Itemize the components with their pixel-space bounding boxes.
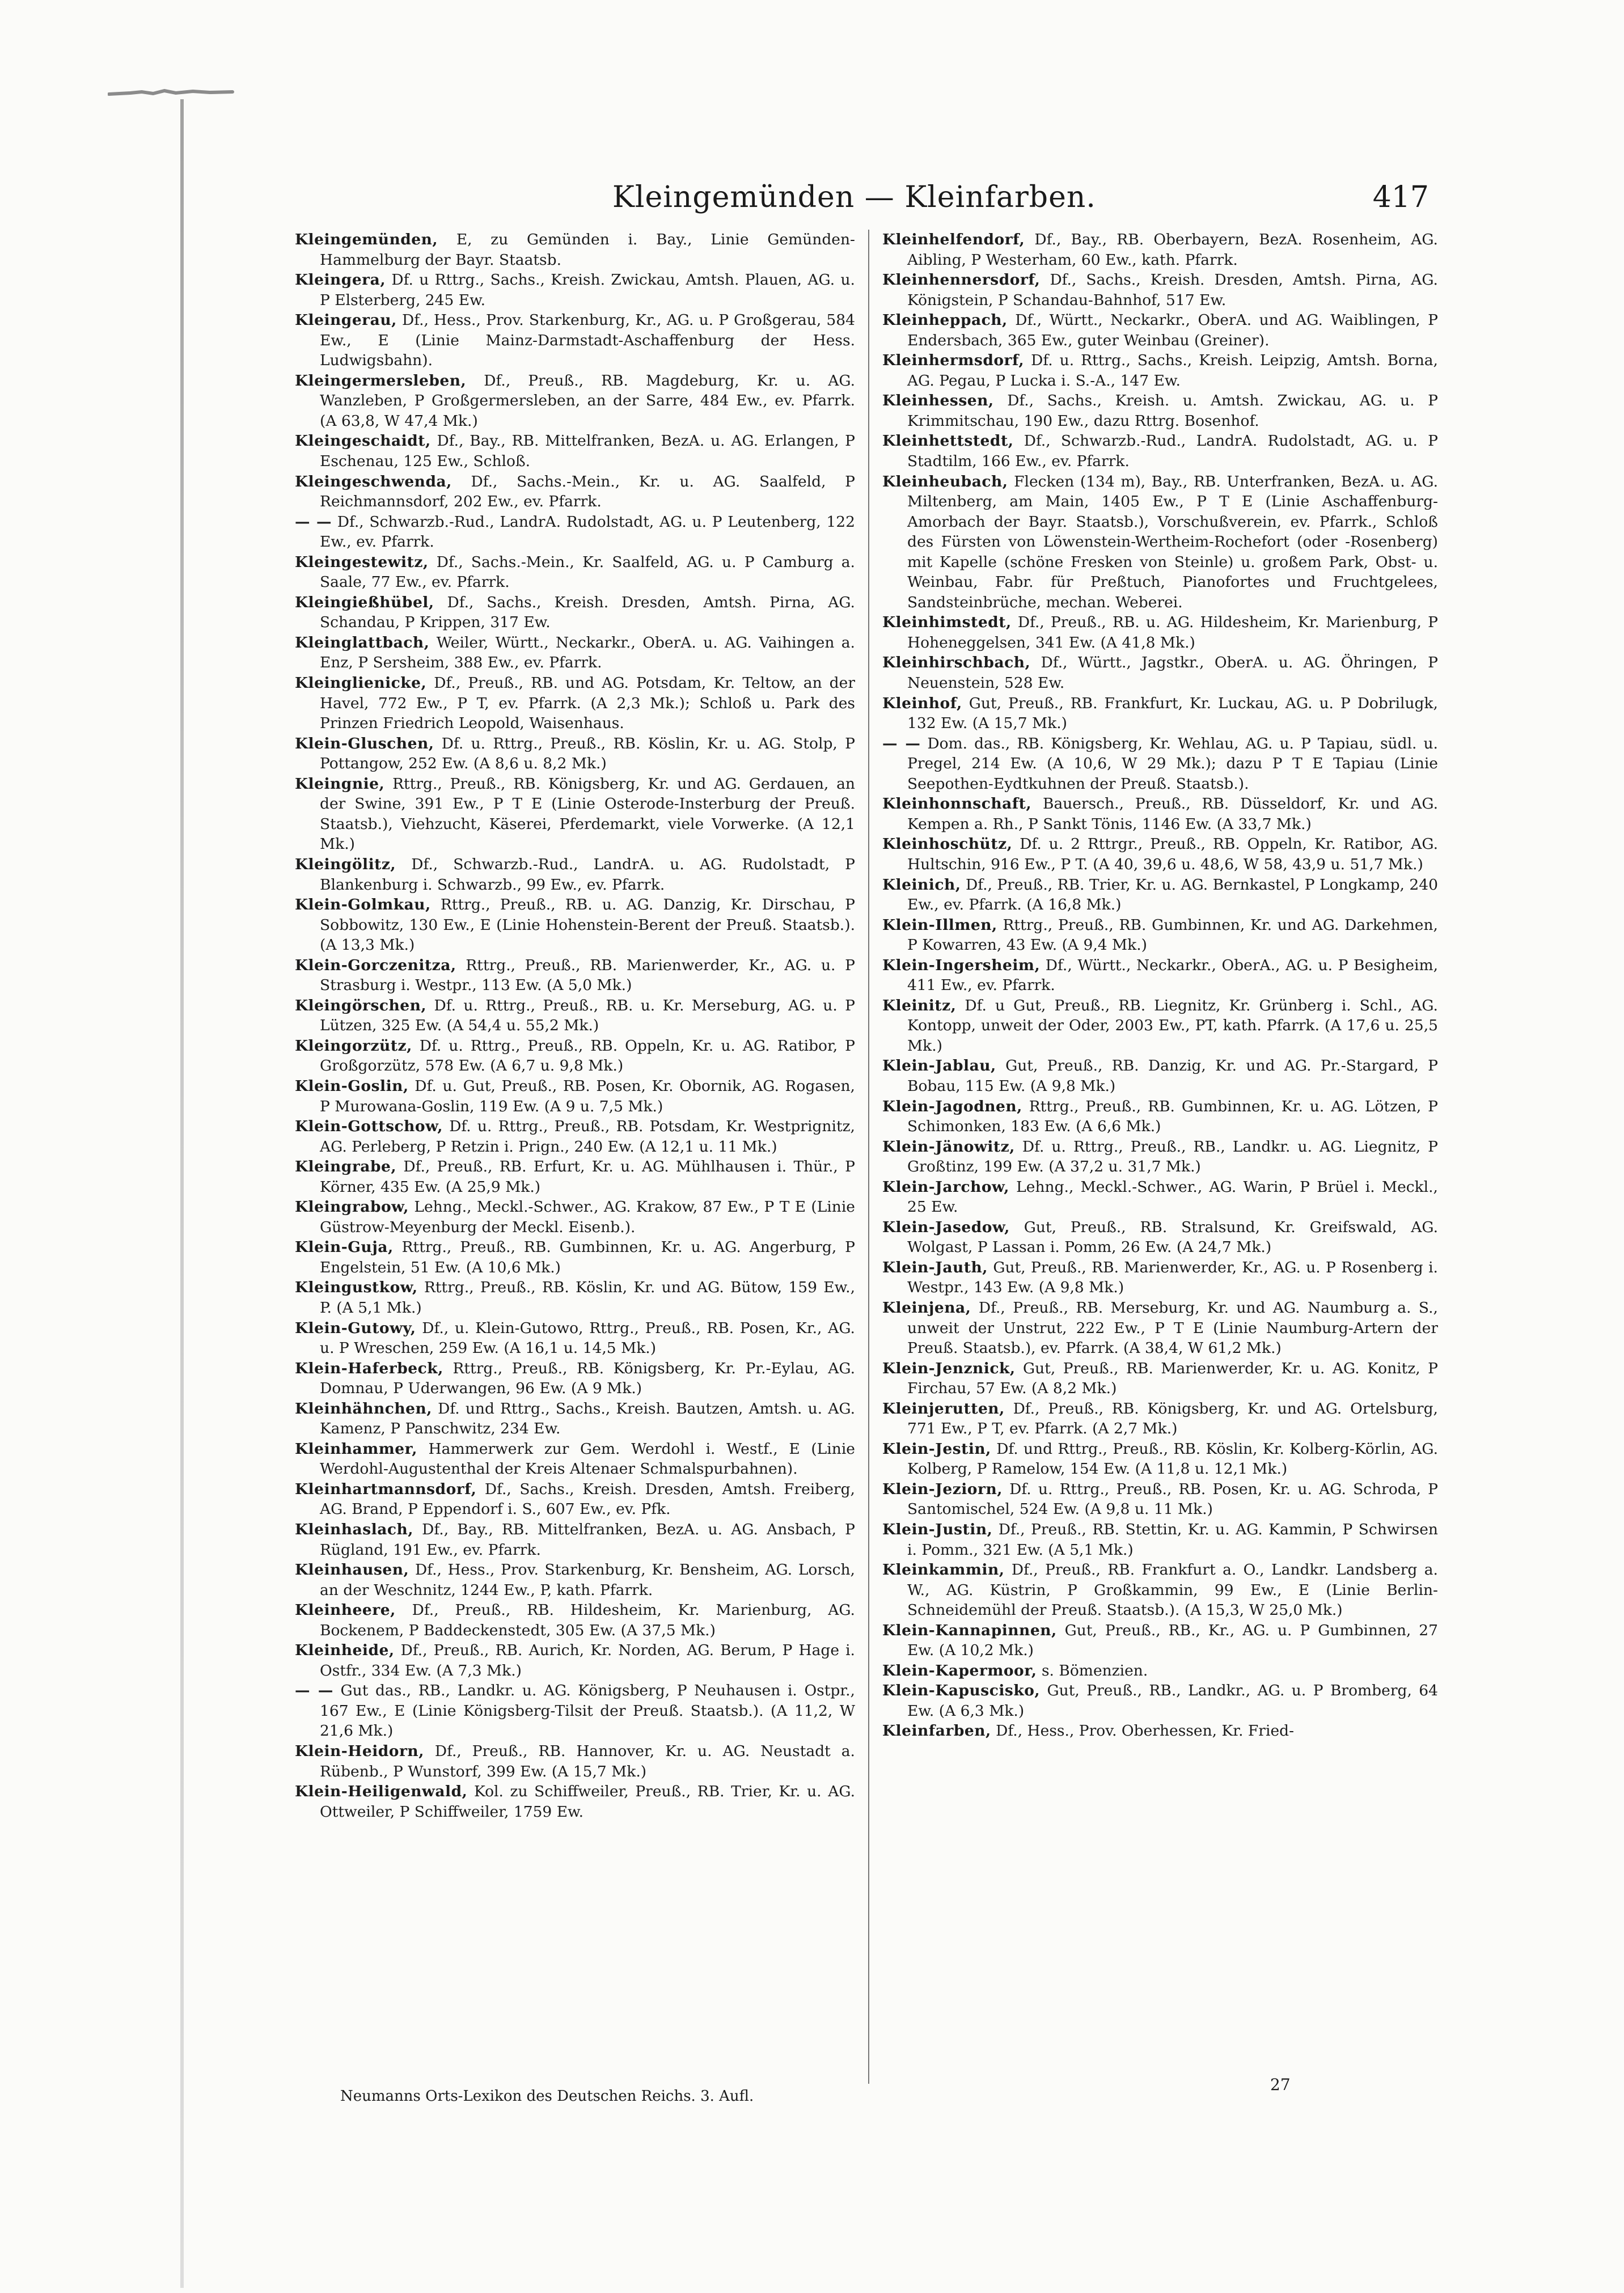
lexicon-entry <box>882 472 1438 613</box>
entry-text: Df., Bay., RB. Mittelfranken, BezA. u. AG. Ansbach, P Rügland, 191 Ew., ev. Pfarrk. <box>320 1521 855 1559</box>
entry-headword: Kleinhessen, <box>882 392 994 410</box>
entry-text: Df., Preuß., RB. Merseburg, Kr. und AG. Naumburg a. S., unweit der Unstrut, 222 Ew., P T E (Linie Naumburg-Artern der Preuß. Staatsb.), ev. Pfarrk. (A 38,4, W 61,2 Mk.) <box>907 1298 1438 1357</box>
entry-text: Df., u. Klein-Gutowo, Rttrg., Preuß., RB. Posen, Kr., AG. u. P Wreschen, 259 Ew. (A 16,1 u. 14,5 Mk.) <box>320 1319 855 1357</box>
entry-headword: — — <box>295 1682 333 1700</box>
entry-text: Df., Preuß., RB. und AG. Potsdam, Kr. Teltow, an der Havel, 772 Ew., P T, ev. Pfarrk. (A 2,3 Mk.); Schloß u. Park des Prinzen Friedrich Leopold, Waisenhaus. <box>320 674 855 733</box>
lexicon-entry <box>295 310 855 371</box>
entry-headword: Kleingeschaidt, <box>295 432 431 450</box>
entry-headword: Klein-Jauth, <box>882 1258 988 1276</box>
entry-text: Df., Preuß., RB. Magdeburg, Kr. u. AG. Wanzleben, P Großgermersleben, an der Sarre, 484 Ew., ev. Pfarrk. (A 63,8, W 47,4 Mk.) <box>320 371 855 430</box>
entry-headword: Kleinhammer, <box>295 1440 417 1458</box>
lexicon-entry <box>295 774 855 854</box>
lexicon-entry <box>295 472 855 512</box>
left-column <box>295 230 855 2083</box>
entry-text: Df., Preuß., RB. Erfurt, Kr. u. AG. Mühlhausen i. Thür., P Körner, 435 Ew. (A 25,9 Mk.) <box>320 1158 855 1196</box>
entry-headword: Kleinheppach, <box>882 311 1008 329</box>
right-column <box>882 230 1438 2089</box>
entry-headword: Klein-Gluschen, <box>295 734 434 752</box>
entry-headword: Kleinfarben, <box>882 1722 991 1740</box>
lexicon-entry <box>882 1661 1438 1681</box>
lexicon-entry <box>882 1298 1438 1359</box>
lexicon-entry <box>882 431 1438 471</box>
entry-headword: Kleinhennersdorf, <box>882 271 1041 289</box>
lexicon-entry <box>882 1056 1438 1096</box>
lexicon-entry <box>882 1479 1438 1520</box>
signature-mark: 27 <box>1270 2075 1291 2094</box>
entry-text: Df. u Gut, Preuß., RB. Liegnitz, Kr. Grünberg i. Schl., AG. Kontopp, unweit der Oder, 2003 Ew., PT, kath. Pfarrk. (A 17,6 u. 25,5 Mk.) <box>907 996 1438 1055</box>
entry-text: Df. u. Rttrg., Preuß., RB. Köslin, Kr. u. AG. Stolp, P Pottangow, 252 Ew. (A 8,6 u. 8,2 Mk.) <box>320 734 855 773</box>
lexicon-entry <box>295 854 855 895</box>
entry-headword: Kleinhimstedt, <box>882 614 1012 632</box>
lexicon-entry <box>882 1359 1438 1399</box>
lexicon-entry <box>295 1741 855 1782</box>
entry-headword: Klein-Illmen, <box>882 916 997 934</box>
column-divider <box>868 230 869 2084</box>
entry-text: Df., Preuß., RB. Hildesheim, Kr. Marienburg, AG. Bockenem, P Baddeckenstedt, 305 Ew. (A 37,5 Mk.) <box>320 1601 855 1639</box>
entry-text: Df. u. Rttrg., Preuß., RB. Potsdam, Kr. Westprignitz, AG. Perleberg, P Retzin i. Prign., 240 Ew. (A 12,1 u. 11 Mk.) <box>320 1118 855 1156</box>
lexicon-entry <box>295 1600 855 1640</box>
lexicon-entry <box>882 915 1438 955</box>
entry-text: Df., Preuß., RB. Trier, Kr. u. AG. Bernkastel, P Longkamp, 240 Ew., ev. Pfarrk. (A 16,8 Mk.) <box>907 875 1438 914</box>
lexicon-entry <box>295 1782 855 1822</box>
entry-text: Df., Württ., Neckarkr., OberA., AG. u. P Besigheim, 411 Ew., ev. Pfarrk. <box>907 956 1438 995</box>
lexicon-entry <box>882 693 1438 734</box>
entry-headword: Kleinjerutten, <box>882 1399 1005 1418</box>
lexicon-entry <box>882 1681 1438 1721</box>
lexicon-entry <box>295 431 855 471</box>
entry-headword: Kleingera, <box>295 271 386 289</box>
entry-headword: Kleinhermsdorf, <box>882 352 1025 370</box>
entry-headword: Kleinhelfendorf, <box>882 231 1025 248</box>
entry-text: Gut, Preuß., RB. Frankfurt, Kr. Luckau, AG. u. P Dobrilugk, 132 Ew. (A 15,7 Mk.) <box>907 694 1438 733</box>
lexicon-entry <box>295 1439 855 1479</box>
lexicon-entry <box>882 310 1438 350</box>
entry-headword: Kleinich, <box>882 875 961 894</box>
entry-headword: Kleingießhübel, <box>295 593 434 611</box>
entry-text: Df. u. 2 Rttrgr., Preuß., RB. Oppeln, Kr. Ratibor, AG. Hultschin, 916 Ew., P T. (A 40, 39,6 u. 48,6, W 58, 43,9 u. 51,7 Mk.) <box>907 835 1438 873</box>
entry-text: Df., Preuß., RB. Königsberg, Kr. und AG. Ortelsburg, 771 Ew., P T, ev. Pfarrk. (A 2,7 Mk.) <box>907 1399 1438 1438</box>
entry-text: Rttrg., Preuß., RB. Gumbinnen, Kr. u. AG. Angerburg, P Engelstein, 51 Ew. (A 10,6 Mk.) <box>320 1238 855 1276</box>
entry-headword: Klein-Jestin, <box>882 1440 991 1458</box>
entry-text: Rttrg., Preuß., RB. u. AG. Danzig, Kr. Dirschau, P Sobbowitz, 130 Ew., E (Linie Hohenstein-Berent der Preuß. Staatsb.). (A 13,3 Mk.) <box>320 896 855 954</box>
lexicon-entry <box>295 512 855 552</box>
entry-headword: Kleinheere, <box>295 1601 396 1619</box>
entry-text: Gut, Preuß., RB., Landkr., AG. u. P Bromberg, 64 Ew. (A 6,3 Mk.) <box>907 1682 1438 1720</box>
entry-headword: Kleingeschwenda, <box>295 472 452 490</box>
lexicon-entry <box>295 1157 855 1197</box>
entry-text: E, zu Gemünden i. Bay., Linie Gemünden-Hammelburg der Bayr. Staatsb. <box>320 231 855 269</box>
entry-headword: Klein-Golmkau, <box>295 896 431 914</box>
entry-headword: Kleingemünden, <box>295 231 438 248</box>
lexicon-entry <box>882 1399 1438 1439</box>
imprint-line: Neumanns Orts-Lexikon des Deutschen Reichs. 3. Aufl. <box>340 2088 754 2105</box>
entry-headword: Klein-Kannapinnen, <box>882 1621 1057 1639</box>
lexicon-entry <box>295 1560 855 1600</box>
entry-text: Df., Sachs., Kreish. Dresden, Amtsh. Pirna, AG. Schandau, P Krippen, 317 Ew. <box>320 593 855 632</box>
lexicon-entry <box>882 653 1438 693</box>
lexicon-entry <box>295 371 855 431</box>
entry-headword: Kleingrabe, <box>295 1158 397 1176</box>
entry-text: Gut, Preuß., RB. Danzig, Kr. und AG. Pr.-Stargard, P Bobau, 115 Ew. (A 9,8 Mk.) <box>907 1057 1438 1095</box>
lexicon-entry <box>882 270 1438 310</box>
entry-headword: Kleingorzütz, <box>295 1036 412 1055</box>
entry-text: Lehng., Meckl.-Schwer., AG. Krakow, 87 Ew., P T E (Linie Güstrow-Meyenburg der Meckl. Eisenb.). <box>320 1198 855 1236</box>
entry-headword: Klein-Justin, <box>882 1521 993 1538</box>
entry-headword: Klein-Gutowy, <box>295 1319 416 1337</box>
entry-text: Gut das., RB., Landkr. u. AG. Königsberg, P Neuhausen i. Ostpr., 167 Ew., E (Linie Königsberg-Tilsit der Preuß. Staatsb.). (A 11,2, W 21,6 Mk.) <box>320 1682 855 1740</box>
entry-text: Df., Sachs., Kreish. Dresden, Amtsh. Freiberg, AG. Brand, P Eppendorf i. S., 607 Ew., ev. Pfk. <box>320 1480 855 1518</box>
entry-text: Rttrg., Preuß., RB. Köslin, Kr. und AG. Bütow, 159 Ew., P. (A 5,1 Mk.) <box>320 1279 855 1317</box>
lexicon-entry <box>295 996 855 1036</box>
entry-headword: Kleingestewitz, <box>295 553 429 571</box>
lexicon-entry <box>295 1036 855 1076</box>
entry-text: Rttrg., Preuß., RB. Königsberg, Kr. und AG. Gerdauen, an der Swine, 391 Ew., P T E (Linie Osterode-Insterburg der Preuß. Staatsb.), Viehzucht, Käserei, Pferdemarkt, viele Vorwerke. (A 12,1 Mk.) <box>320 775 855 853</box>
entry-text: Df., Württ., Neckarkr., OberA. und AG. Waiblingen, P Endersbach, 365 Ew., guter Weinbau (Greiner). <box>907 311 1438 349</box>
entry-headword: Kleingustkow, <box>295 1279 418 1297</box>
lexicon-entry <box>882 1137 1438 1177</box>
lexicon-entry <box>295 1681 855 1741</box>
lexicon-entry <box>882 350 1438 391</box>
entry-text: Gut, Preuß., RB. Marienwerder, Kr. u. AG. Konitz, P Firchau, 57 Ew. (A 8,2 Mk.) <box>907 1359 1438 1398</box>
entry-headword: Klein-Jagodnen, <box>882 1097 1022 1115</box>
lexicon-entry <box>882 1258 1438 1298</box>
entry-headword: Klein-Jarchow, <box>882 1178 1009 1196</box>
entry-text: Bauersch., Preuß., RB. Düsseldorf, Kr. und AG. Kempen a. Rh., P Sankt Tönis, 1146 Ew. (A 33,7 Mk.) <box>907 795 1438 833</box>
entry-text: Df. u. Gut, Preuß., RB. Posen, Kr. Obornik, AG. Rogasen, P Murowana-Goslin, 119 Ew. (A 9 u. 7,5 Mk.) <box>320 1077 855 1115</box>
entry-text: Df., Hess., Prov. Oberhessen, Kr. Fried- <box>996 1722 1295 1740</box>
margin-fold-line <box>180 99 184 2288</box>
entry-headword: Kleinhirschbach, <box>882 654 1031 672</box>
entry-headword: Kleinjena, <box>882 1298 971 1317</box>
entry-text: Gut, Preuß., RB. Stralsund, Kr. Greifswald, AG. Wolgast, P Lassan i. Pomm, 26 Ew. (A 24,7 Mk.) <box>907 1218 1438 1257</box>
entry-text: Hammerwerk zur Gem. Werdohl i. Westf., E (Linie Werdohl-Augustenthal der Kreis Altenaer Schmalspurbahnen). <box>320 1440 855 1478</box>
entry-headword: — — <box>882 734 921 752</box>
entry-headword: Kleingrabow, <box>295 1198 409 1216</box>
entry-text: Rttrg., Preuß., RB. Marienwerder, Kr., AG. u. P Strasburg i. Westpr., 113 Ew. (A 5,0 Mk.) <box>320 956 855 995</box>
lexicon-entry <box>295 895 855 955</box>
entry-text: Weiler, Württ., Neckarkr., OberA. u. AG. Vaihingen a. Enz, P Sersheim, 388 Ew., ev. Pfarrk. <box>320 633 855 672</box>
lexicon-entry <box>295 1116 855 1157</box>
entry-headword: Kleinhof, <box>882 694 962 712</box>
lexicon-entry <box>295 1640 855 1681</box>
page-number: 417 <box>1372 180 1429 214</box>
entry-text: Df., Bay., RB. Mittelfranken, BezA. u. AG. Erlangen, P Eschenau, 125 Ew., Schloß. <box>320 432 855 471</box>
entry-headword: Kleinglienicke, <box>295 674 427 692</box>
entry-text: Df., Schwarzb.-Rud., LandrA. Rudolstadt, AG. u. P Stadtilm, 166 Ew., ev. Pfarrk. <box>907 432 1438 471</box>
entry-headword: — — <box>295 513 332 531</box>
lexicon-entry <box>882 955 1438 996</box>
entry-headword: Klein-Haferbeck, <box>295 1359 443 1377</box>
entry-headword: Klein-Jenznick, <box>882 1359 1016 1377</box>
entry-text: Df. u. Rttrg., Preuß., RB. Posen, Kr. u. AG. Schroda, P Santomischel, 524 Ew. (A 9,8 u. 11 Mk.) <box>907 1480 1438 1518</box>
entry-text: Df., Preuß., RB. u. AG. Hildesheim, Kr. Marienburg, P Hoheneggelsen, 341 Ew. (A 41,8 Mk.) <box>907 614 1438 651</box>
entry-headword: Kleinheide, <box>295 1642 395 1660</box>
entry-headword: Kleinitz, <box>882 996 957 1014</box>
entry-headword: Klein-Gorczenitza, <box>295 956 456 974</box>
lexicon-entry <box>882 1520 1438 1560</box>
lexicon-entry <box>882 1621 1438 1661</box>
entry-text: Rttrg., Preuß., RB. Gumbinnen, Kr. und AG. Darkehmen, P Kowarren, 43 Ew. (A 9,4 Mk.) <box>907 916 1438 954</box>
entry-text: Df. u. Rttrg., Sachs., Kreish. Leipzig, Amtsh. Borna, AG. Pegau, P Lucka i. S.-A., 147 Ew. <box>907 352 1438 390</box>
lexicon-entry <box>882 391 1438 431</box>
entry-text: Df., Schwarzb.-Rud., LandrA. u. AG. Rudolstadt, P Blankenburg i. Schwarzb., 99 Ew., ev. Pfarrk. <box>320 855 855 894</box>
entry-text: Flecken (134 m), Bay., RB. Unterfranken, BezA. u. AG. Miltenberg, am Main, 1405 Ew., P T E (Linie Aschaffenburg-Amorbach der Bayr. Staatsb.), Vorschußverein, ev. Pfarrk., Schloß des Fürsten von Löwenstein-Wertheim-Rochefort (oder -Rosenberg) mit Kapelle (schöne Fresken von Steinle) u. großem Park, Obst- u. Weinbau, Fabr. für Preßtuch, Pianofortes und Fruchtgelees, Sandsteinbrüche, mechan. Weberei. <box>907 472 1438 611</box>
entry-text: Df., Sachs., Kreish. Dresden, Amtsh. Pirna, AG. Königstein, P Schandau-Bahnhof, 517 Ew. <box>907 271 1438 309</box>
entry-headword: Klein-Heiligenwald, <box>295 1783 468 1801</box>
entry-headword: Kleinhähnchen, <box>295 1399 433 1418</box>
entry-text: Df. und Rttrg., Sachs., Kreish. Bautzen, Amtsh. u. AG. Kamenz, P Panschwitz, 234 Ew. <box>320 1399 855 1438</box>
entry-headword: Klein-Jablau, <box>882 1057 996 1075</box>
entry-text: Df., Sachs.-Mein., Kr. u. AG. Saalfeld, P Reichmannsdorf, 202 Ew., ev. Pfarrk. <box>320 472 855 511</box>
entry-headword: Klein-Jeziorn, <box>882 1480 1003 1498</box>
lexicon-entry <box>882 1721 1438 1741</box>
lexicon-entry <box>295 270 855 310</box>
entry-text: Df., Preuß., RB. Aurich, Kr. Norden, AG. Berum, P Hage i. Ostfr., 334 Ew. (A 7,3 Mk.) <box>320 1642 855 1679</box>
lexicon-entry <box>882 875 1438 915</box>
lexicon-entry <box>295 955 855 996</box>
entry-text: s. Bömenzien. <box>1041 1661 1148 1679</box>
entry-headword: Klein-Kapuscisko, <box>882 1682 1041 1700</box>
lexicon-entry <box>295 1197 855 1237</box>
entry-text: Kol. zu Schiffweiler, Preuß., RB. Trier, Kr. u. AG. Ottweiler, P Schiffweiler, 1759 Ew. <box>320 1783 855 1821</box>
entry-text: Df., Sachs.-Mein., Kr. Saalfeld, AG. u. P Camburg a. Saale, 77 Ew., ev. Pfarrk. <box>320 553 855 591</box>
lexicon-entry <box>295 552 855 593</box>
lexicon-entry <box>882 230 1438 270</box>
entry-headword: Kleinglattbach, <box>295 633 430 651</box>
lexicon-entry <box>295 1076 855 1116</box>
entry-text: Df., Schwarzb.-Rud., LandrA. Rudolstadt, AG. u. P Leutenberg, 122 Ew., ev. Pfarrk. <box>320 513 855 551</box>
entry-headword: Kleingölitz, <box>295 855 396 873</box>
entry-text: Df., Preuß., RB. Stettin, Kr. u. AG. Kammin, P Schwirsen i. Pomm., 321 Ew. (A 5,1 Mk.) <box>907 1521 1438 1559</box>
entry-headword: Kleinhettstedt, <box>882 432 1014 450</box>
entry-text: Df. u Rttrg., Sachs., Kreish. Zwickau, Amtsh. Plauen, AG. u. P Elsterberg, 245 Ew. <box>320 271 855 309</box>
lexicon-entry <box>295 593 855 633</box>
lexicon-entry <box>295 1359 855 1399</box>
lexicon-entry <box>295 1237 855 1277</box>
lexicon-entry <box>882 1439 1438 1479</box>
lexicon-entry <box>882 734 1438 794</box>
entry-headword: Kleinhonnschaft, <box>882 795 1032 813</box>
entry-headword: Kleinhoschütz, <box>882 835 1013 853</box>
entry-text: Rttrg., Preuß., RB. Königsberg, Kr. Pr.-Eylau, AG. Domnau, P Uderwangen, 96 Ew. (A 9 Mk.) <box>320 1359 855 1398</box>
entry-headword: Klein-Kapermoor, <box>882 1661 1037 1679</box>
entry-text: Rttrg., Preuß., RB. Gumbinnen, Kr. u. AG. Lötzen, P Schimonken, 183 Ew. (A 6,6 Mk.) <box>907 1097 1438 1136</box>
entry-text: Gut, Preuß., RB. Marienwerder, Kr., AG. u. P Rosenberg i. Westpr., 143 Ew. (A 9,8 Mk.) <box>907 1258 1438 1297</box>
entry-headword: Kleingerau, <box>295 311 397 329</box>
entry-headword: Kleingnie, <box>295 775 385 793</box>
lexicon-entry <box>882 1097 1438 1137</box>
lexicon-entry <box>882 996 1438 1056</box>
entry-text: Gut, Preuß., RB., Kr., AG. u. P Gumbinnen, 27 Ew. (A 10,2 Mk.) <box>907 1621 1438 1660</box>
entry-text: Lehng., Meckl.-Schwer., AG. Warin, P Brüel i. Meckl., 25 Ew. <box>907 1178 1438 1216</box>
entry-text: Df. u. Rttrg., Preuß., RB. u. Kr. Merseburg, AG. u. P Lützen, 325 Ew. (A 54,4 u. 55,2 Mk.) <box>320 996 855 1035</box>
entry-headword: Kleingörschen, <box>295 996 427 1014</box>
lexicon-entry <box>882 612 1438 653</box>
entry-headword: Klein-Heidorn, <box>295 1742 424 1761</box>
entry-headword: Klein-Jasedow, <box>882 1218 1010 1236</box>
page-title: Kleingemünden — Kleinfarben. <box>612 180 1096 214</box>
lexicon-entry <box>882 1217 1438 1258</box>
entry-headword: Kleingermersleben, <box>295 371 467 390</box>
entry-headword: Klein-Ingersheim, <box>882 956 1041 974</box>
entry-text: Df. u. Rttrg., Preuß., RB., Landkr. u. AG. Liegnitz, P Großtinz, 199 Ew. (A 37,2 u. 31,7 Mk.) <box>907 1137 1438 1176</box>
entry-headword: Klein-Goslin, <box>295 1077 409 1095</box>
entry-headword: Kleinhausen, <box>295 1561 409 1579</box>
entry-headword: Klein-Guja, <box>295 1238 394 1257</box>
lexicon-entry <box>882 794 1438 834</box>
entry-headword: Kleinhaslach, <box>295 1521 414 1538</box>
entry-text: Df. und Rttrg., Preuß., RB. Köslin, Kr. Kolberg-Körlin, AG. Kolberg, P Ramelow, 154 Ew. (A 11,8 u. 12,1 Mk.) <box>907 1440 1438 1478</box>
entry-headword: Kleinkammin, <box>882 1561 1005 1579</box>
entry-text: Df., Preuß., RB. Hannover, Kr. u. AG. Neustadt a. Rübenb., P Wunstorf, 399 Ew. (A 15,7 Mk.) <box>320 1742 855 1780</box>
entry-text: Df., Hess., Prov. Starkenburg, Kr. Bensheim, AG. Lorsch, an der Weschnitz, 1244 Ew., P, kath. Pfarrk. <box>320 1561 855 1599</box>
entry-text: Df., Württ., Jagstkr., OberA. u. AG. Öhringen, P Neuenstein, 528 Ew. <box>907 654 1438 692</box>
entry-text: Df., Preuß., RB. Frankfurt a. O., Landkr. Landsberg a. W., AG. Küstrin, P Großkammin, 99 Ew., E (Linie Berlin-Schneidemühl der Preuß. Staatsb.). (A 15,3, W 25,0 Mk.) <box>907 1561 1438 1619</box>
entry-text: Dom. das., RB. Königsberg, Kr. Wehlau, AG. u. P Tapiau, südl. u. Pregel, 214 Ew. (A 10,6, W 29 Mk.); dazu P T E Tapiau (Linie Seepothen-Eydtkuhnen der Preuß. Staatsb.). <box>907 734 1438 793</box>
lexicon-entry <box>295 1399 855 1439</box>
entry-text: Df., Hess., Prov. Starkenburg, Kr., AG. u. P Großgerau, 584 Ew., E (Linie Mainz-Darmstadt-Aschaffenburg der Hess. Ludwigsbahn). <box>320 311 855 370</box>
entry-headword: Klein-Jänowitz, <box>882 1137 1015 1156</box>
margin-scratch-mark <box>108 85 244 102</box>
entry-text: Df., Sachs., Kreish. u. Amtsh. Zwickau, AG. u. P Krimmitschau, 190 Ew., dazu Rttrg. Bosenhof. <box>907 392 1438 430</box>
lexicon-entry <box>295 1479 855 1520</box>
entry-text: Df. u. Rttrg., Preuß., RB. Oppeln, Kr. u. AG. Ratibor, P Großgorzütz, 578 Ew. (A 6,7 u. 9,8 Mk.) <box>320 1036 855 1075</box>
entry-headword: Kleinheubach, <box>882 472 1008 490</box>
entry-headword: Klein-Gottschow, <box>295 1118 443 1136</box>
lexicon-entry <box>882 1560 1438 1621</box>
lexicon-entry <box>295 1520 855 1560</box>
entry-headword: Kleinhartmannsdorf, <box>295 1480 477 1498</box>
lexicon-entry <box>295 230 855 270</box>
lexicon-entry <box>882 834 1438 874</box>
lexicon-entry <box>295 1318 855 1359</box>
lexicon-entry <box>295 633 855 673</box>
lexicon-entry <box>295 673 855 734</box>
lexicon-entry <box>295 734 855 774</box>
entry-text: Df., Bay., RB. Oberbayern, BezA. Rosenheim, AG. Aibling, P Westerham, 60 Ew., kath. Pfarrk. <box>907 231 1438 269</box>
lexicon-entry <box>295 1277 855 1318</box>
lexicon-entry <box>882 1177 1438 1217</box>
